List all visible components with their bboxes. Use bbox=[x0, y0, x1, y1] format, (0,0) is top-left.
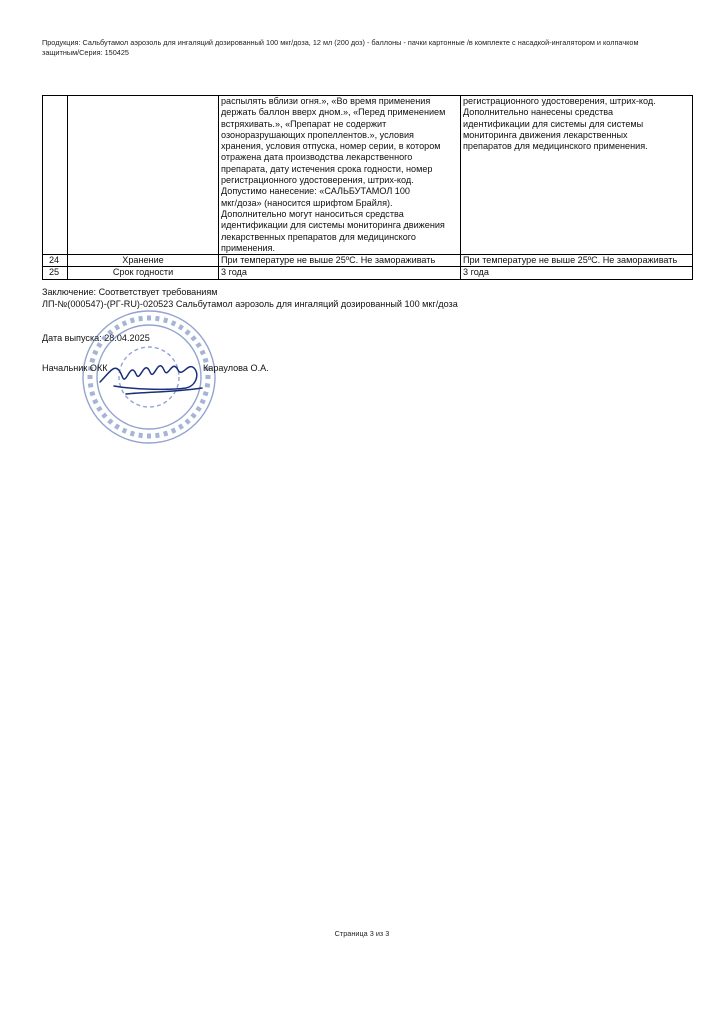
signatory-role: Начальник ОКК bbox=[42, 363, 108, 373]
table-row bbox=[43, 96, 693, 255]
registration-line: ЛП-№(000547)-(РГ-RU)-020523 Сальбутамол аэрозоль для ингаляций дозированный 100 мкг/доза bbox=[42, 299, 458, 309]
row-result: 3 года bbox=[461, 267, 693, 279]
document-header bbox=[42, 38, 682, 57]
row-requirement: распылять вблизи огня.», «Во время применения держать баллон вверх дном.», «Перед применением встряхивать.», «Препарат не содержит озоноразрушающих пропеллентов.», условия хранения, условия отпуска, номер серии, в котором отражена дата производства лекарственного препарата, дату истечения срока годности, номер регистрационного удостоверения, штрих-код. Допустимо нанесение: «САЛЬБУТАМОЛ 100 мкг/доза» (наносится шрифтом Брайля). Дополнительно могут наноситься средства идентификации для системы мониторинга движения лекарственных препаратов для медицинского применения. bbox=[219, 96, 461, 255]
row-requirement: При температуре не выше 25ºС. Не замораживать bbox=[219, 255, 461, 267]
table-row bbox=[43, 255, 693, 267]
signatory-name: Караулова О.А. bbox=[203, 363, 269, 373]
row-parameter bbox=[68, 96, 219, 255]
row-result: регистрационного удостоверения, штрих-код. Дополнительно нанесены средства идентификации для системы для системы мониторинга движения лекарственных препаратов для медицинского применения. bbox=[461, 96, 693, 255]
row-parameter: Срок годности bbox=[68, 267, 219, 279]
row-requirement: 3 года bbox=[219, 267, 461, 279]
row-number: 25 bbox=[43, 267, 68, 279]
header-product-line: Продукция: Сальбутамол аэрозоль для ингаляций дозированный 100 мкг/доза, 12 мл (200 доз) - баллоны - пачки картонные /в комплекте с насадкой-ингалятором и колпачком bbox=[42, 38, 639, 47]
row-parameter: Хранение bbox=[68, 255, 219, 267]
row-result: При температуре не выше 25ºС. Не замораживать bbox=[461, 255, 693, 267]
table-row bbox=[43, 267, 693, 279]
signature-icon bbox=[96, 352, 208, 400]
row-number: 24 bbox=[43, 255, 68, 267]
conclusion: Заключение: Соответствует требованиям bbox=[42, 287, 218, 297]
header-series-line: защитным/Серия: 150425 bbox=[42, 47, 129, 57]
spec-table bbox=[42, 95, 693, 280]
issue-date: Дата выпуска: 28.04.2025 bbox=[42, 333, 150, 343]
row-number bbox=[43, 96, 68, 255]
page-number: Страница 3 из 3 bbox=[334, 929, 390, 938]
